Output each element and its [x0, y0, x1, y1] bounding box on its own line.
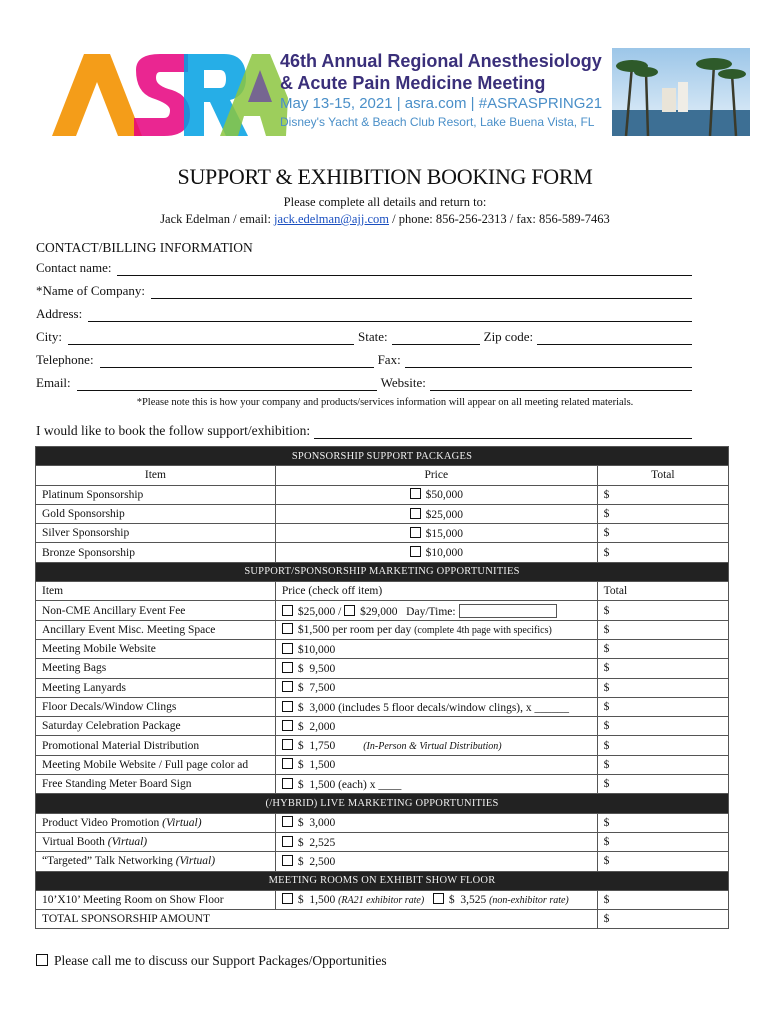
meeting-title-line2: & Acute Pain Medicine Meeting — [280, 73, 546, 93]
company-field[interactable] — [151, 286, 692, 299]
table-row — [36, 620, 729, 639]
email-link[interactable]: jack.edelman@ajj.com — [274, 212, 389, 226]
section-band — [36, 447, 729, 466]
item-cell — [36, 852, 276, 871]
contact-prefix: Jack Edelman / email: — [160, 212, 275, 226]
address-label: Address: — [36, 306, 83, 321]
total-cell[interactable]: $ — [597, 890, 728, 909]
total-cell[interactable]: $ — [597, 659, 728, 678]
item-cell: Gold Sponsorship — [36, 504, 276, 523]
price-cell — [275, 485, 597, 504]
price-cell — [275, 601, 597, 620]
item-label: Virtual Booth — [42, 836, 108, 849]
total-cell[interactable]: $ — [597, 755, 728, 774]
table-row — [36, 717, 729, 736]
table-row — [36, 485, 729, 504]
checkbox[interactable] — [410, 546, 421, 557]
zip-field[interactable] — [537, 332, 692, 345]
address-row — [36, 304, 692, 322]
header-price: Price — [275, 466, 597, 485]
booking-table — [35, 446, 729, 929]
table-row — [36, 504, 729, 523]
price-cell — [275, 832, 597, 851]
company-label: *Name of Company: — [36, 283, 146, 298]
total-cell[interactable]: $ — [597, 543, 728, 562]
price-cell — [275, 504, 597, 523]
fax-label: Fax: — [377, 352, 401, 367]
header-price: Price (check off item) — [275, 582, 597, 601]
checkbox[interactable] — [282, 662, 293, 673]
table-header-row — [36, 582, 729, 601]
total-cell[interactable]: $ — [597, 736, 728, 755]
checkbox[interactable] — [282, 681, 293, 692]
item-cell: Floor Decals/Window Clings — [36, 697, 276, 716]
item-cell: Silver Sponsorship — [36, 524, 276, 543]
price-cell — [275, 639, 597, 658]
price-cell — [275, 697, 597, 716]
price-value: $ 2,525 — [297, 836, 336, 849]
checkbox[interactable] — [410, 527, 421, 538]
city-row — [36, 327, 692, 345]
total-cell[interactable]: $ — [597, 639, 728, 658]
contact-name-label: Contact name: — [36, 260, 112, 275]
price-value: $50,000 — [425, 489, 463, 502]
item-cell: Promotional Material Distribution — [36, 736, 276, 755]
call-me-label: Please call me to discuss our Support Packages/Opportunities — [54, 953, 387, 968]
item-cell: Meeting Mobile Website — [36, 639, 276, 658]
address-field[interactable] — [88, 309, 692, 322]
website-field[interactable] — [430, 378, 692, 391]
email-row — [36, 373, 692, 391]
price-value: $ 3,000 (includes 5 floor decals/window clings), x ______ — [297, 701, 570, 714]
table-row — [36, 639, 729, 658]
total-cell[interactable]: $ — [597, 601, 728, 620]
item-cell: Meeting Mobile Website / Full page color ad — [36, 755, 276, 774]
table-row — [36, 852, 729, 871]
checkbox[interactable] — [410, 508, 421, 519]
price-value: $ 1,500 (each) x ____ — [297, 778, 402, 791]
header-total: Total — [597, 582, 728, 601]
total-cell[interactable]: $ — [597, 717, 728, 736]
item-cell: Platinum Sponsorship — [36, 485, 276, 504]
price-value: $25,000 / — [297, 605, 342, 618]
price-value: $ 7,500 — [297, 682, 336, 695]
form-title: SUPPORT & EXHIBITION BOOKING FORM — [177, 164, 593, 189]
instructions-line: Please complete all details and return to: — [283, 195, 487, 209]
zip-label: Zip code: — [483, 329, 534, 344]
checkbox[interactable] — [282, 701, 293, 712]
checkbox[interactable] — [282, 778, 293, 789]
table-row — [36, 755, 729, 774]
price-value: $ 9,500 — [297, 662, 336, 675]
price-cell — [275, 813, 597, 832]
company-row — [36, 281, 692, 299]
price-cell — [275, 890, 597, 909]
checkbox[interactable] — [410, 488, 421, 499]
band-marketing: SUPPORT/SPONSORSHIP MARKETING OPPORTUNITIES — [36, 562, 729, 581]
band-live-marketing: (/HYBRID) LIVE MARKETING OPPORTUNITIES — [36, 794, 729, 813]
header-item: Item — [36, 466, 276, 485]
return-instructions — [0, 194, 770, 228]
price-value: $1,500 per room per day — [297, 624, 412, 637]
event-header — [40, 44, 752, 144]
city-field[interactable] — [68, 332, 354, 345]
table-row — [36, 601, 729, 620]
price-cell — [275, 524, 597, 543]
item-cell: Non-CME Ancillary Event Fee — [36, 601, 276, 620]
book-row — [36, 423, 692, 439]
total-cell[interactable]: $ — [597, 504, 728, 523]
total-cell[interactable]: $ — [597, 524, 728, 543]
item-cell — [36, 832, 276, 851]
price-value: $ 1,500 — [297, 759, 336, 772]
table-row — [36, 813, 729, 832]
total-cell[interactable]: $ — [597, 485, 728, 504]
price-cell — [275, 659, 597, 678]
checkbox[interactable] — [282, 605, 293, 616]
price-cell — [275, 775, 597, 794]
checkbox[interactable] — [282, 643, 293, 654]
listing-note: *Please note this is how your company and products/services information will appear on all meeting related materials. — [136, 397, 634, 408]
price-value: $15,000 — [425, 527, 463, 540]
item-cell: Free Standing Meter Board Sign — [36, 775, 276, 794]
item-cell: 10’X10’ Meeting Room on Show Floor — [36, 890, 276, 909]
table-row — [36, 775, 729, 794]
price-value: $ 1,500 — [297, 894, 336, 907]
telephone-field[interactable] — [100, 355, 374, 368]
band-meeting-rooms: MEETING ROOMS ON EXHIBIT SHOW FLOOR — [36, 871, 729, 890]
item-label: Product Video Promotion — [42, 816, 163, 829]
total-cell[interactable]: $ — [597, 697, 728, 716]
city-label: City: — [36, 329, 63, 344]
checkbox[interactable] — [282, 816, 293, 827]
table-row — [36, 524, 729, 543]
email-field[interactable] — [77, 378, 377, 391]
checkbox[interactable] — [282, 855, 293, 866]
book-field[interactable] — [314, 426, 692, 439]
meeting-title-line1: 46th Annual Regional Anesthesiology — [280, 51, 602, 71]
meeting-info — [280, 50, 610, 130]
telephone-label: Telephone: — [36, 352, 94, 367]
item-tag: (Virtual) — [107, 836, 148, 849]
item-cell: Saturday Celebration Package — [36, 717, 276, 736]
header-total: Total — [597, 466, 728, 485]
item-cell: Bronze Sponsorship — [36, 543, 276, 562]
price-value: $ 3,000 — [297, 817, 336, 830]
price-cell — [275, 678, 597, 697]
checkbox[interactable] — [344, 605, 355, 616]
table-row — [36, 890, 729, 909]
meeting-venue: Disney's Yacht & Beach Club Resort, Lake Buena Vista, FL — [280, 115, 595, 129]
section-band — [36, 562, 729, 581]
daytime-label: Day/Time: — [406, 605, 456, 618]
table-row — [36, 736, 729, 755]
checkbox[interactable] — [282, 623, 293, 634]
price-detail: (complete 4th page with specifics) — [414, 625, 552, 637]
price-cell — [275, 852, 597, 871]
section-band — [36, 794, 729, 813]
contact-line — [0, 211, 770, 228]
item-label: “Targeted” Talk Networking — [42, 855, 176, 868]
fax-field[interactable] — [405, 355, 692, 368]
item-cell: Meeting Bags — [36, 659, 276, 678]
item-cell: Meeting Lanyards — [36, 678, 276, 697]
email-label: Email: — [36, 375, 71, 390]
item-tag: (Virtual) — [162, 816, 202, 829]
state-label: State: — [358, 329, 388, 344]
total-cell[interactable]: $ — [597, 832, 728, 851]
total-cell[interactable]: $ — [597, 620, 728, 639]
contact-suffix: / phone: 856-256-2313 / fax: 856-589-7463 — [388, 212, 610, 226]
price-value: $10,000 — [297, 643, 336, 656]
table-header-row — [36, 466, 729, 485]
daytime-field[interactable] — [459, 604, 557, 618]
table-row — [36, 832, 729, 851]
price-value: $ 1,750 — [297, 740, 336, 753]
item-cell — [36, 813, 276, 832]
price-detail: (In-Person & Virtual Distribution) — [363, 741, 502, 753]
checkbox[interactable] — [282, 739, 293, 750]
total-cell[interactable]: $ — [597, 678, 728, 697]
website-label: Website: — [380, 375, 426, 390]
price-cell — [275, 717, 597, 736]
table-row — [36, 678, 729, 697]
price-cell — [275, 755, 597, 774]
contact-name-row — [36, 258, 692, 276]
price-cell — [275, 736, 597, 755]
asra-logo — [48, 48, 288, 138]
checkbox[interactable] — [282, 758, 293, 769]
band-sponsorship: SPONSORSHIP SUPPORT PACKAGES — [36, 447, 729, 466]
book-label: I would like to book the follow support/exhibition: — [36, 423, 311, 438]
table-row — [36, 659, 729, 678]
table-row — [36, 543, 729, 562]
rate-note: (non-exhibitor rate) — [489, 895, 569, 907]
call-me-row — [36, 953, 387, 969]
rate-note: (RA21 exhibitor rate) — [338, 895, 425, 907]
price-value: $29,000 — [360, 605, 398, 618]
price-value: $ 2,000 — [297, 720, 336, 733]
item-cell: Ancillary Event Misc. Meeting Space — [36, 620, 276, 639]
item-tag: (Virtual) — [175, 855, 216, 868]
contact-name-field[interactable] — [117, 263, 692, 276]
grand-total-label: TOTAL SPONSORSHIP AMOUNT — [36, 910, 598, 929]
checkbox[interactable] — [282, 836, 293, 847]
price-value: $25,000 — [425, 508, 463, 521]
price-value: $ 3,525 — [448, 894, 487, 907]
contact-billing-heading: CONTACT/BILLING INFORMATION — [36, 240, 253, 255]
telephone-row — [36, 350, 692, 368]
section-band — [36, 871, 729, 890]
total-row — [36, 910, 729, 929]
total-cell[interactable]: $ — [597, 775, 728, 794]
total-cell[interactable]: $ — [597, 852, 728, 871]
checkbox[interactable] — [282, 720, 293, 731]
state-field[interactable] — [392, 332, 480, 345]
table-row — [36, 697, 729, 716]
grand-total-cell[interactable]: $ — [597, 910, 728, 929]
checkbox[interactable] — [282, 893, 293, 904]
price-cell — [275, 620, 597, 639]
price-value: $ 2,500 — [297, 855, 336, 868]
header-item: Item — [36, 582, 276, 601]
checkbox[interactable] — [433, 893, 444, 904]
call-me-checkbox[interactable] — [36, 954, 48, 966]
palm-trees-photo — [612, 48, 750, 136]
total-cell[interactable]: $ — [597, 813, 728, 832]
price-cell — [275, 543, 597, 562]
price-value: $10,000 — [425, 547, 463, 560]
meeting-dates: May 13-15, 2021 | asra.com | #ASRASPRING21 — [280, 95, 603, 112]
